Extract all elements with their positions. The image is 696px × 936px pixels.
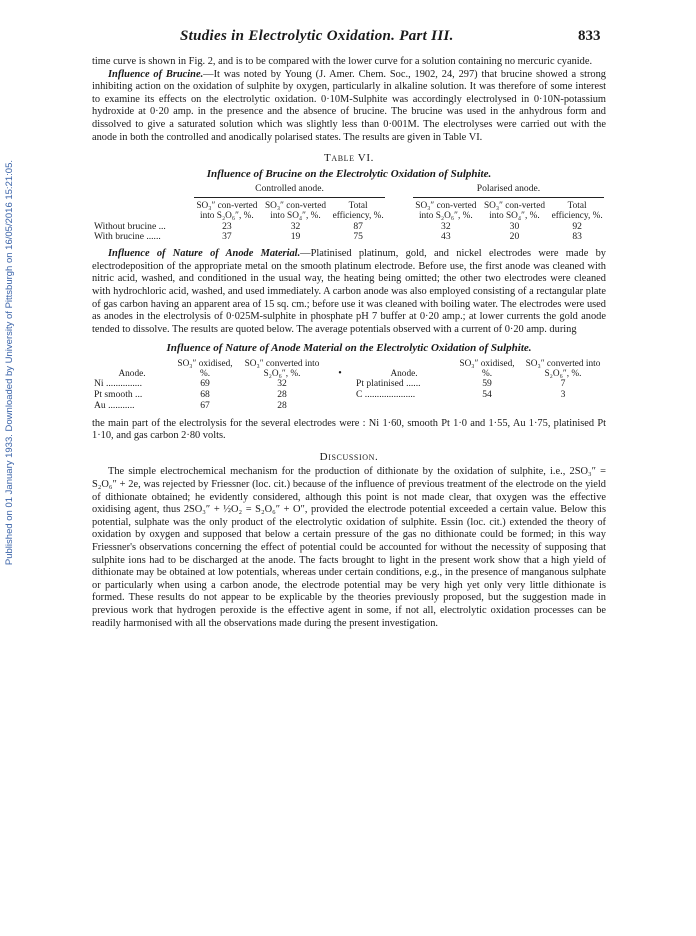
column-header-converted: SO₃″ converted into S₂O₆″, %.: [525, 358, 601, 380]
table-cell: 37: [222, 231, 232, 243]
table-cell: 43: [441, 231, 451, 243]
table-cell: 32: [441, 220, 451, 232]
table-cell: 75: [353, 231, 363, 243]
paragraph-continuation: time curve is shown in Fig. 2, and is to be compared with the lower curve for a solution containing no mercuric cyanide.: [92, 56, 593, 67]
group-header-controlled: Controlled anode.: [255, 183, 324, 195]
table-cell: 68: [200, 389, 210, 401]
download-notice: Published on 01 January 1933. Downloaded by University of Pittsburgh on 16/05/2016 15:21:05.: [4, 160, 15, 566]
table-row: [92, 222, 606, 233]
table-cell: 67: [200, 399, 210, 411]
row-label: Au ...........: [94, 399, 135, 411]
paragraph-potentials: the main part of the electrolysis for the several electrodes were : Ni 1·60, smooth Pt 1·0 and 1·55, Au 1·75, platinised Pt 1·10, and gas carbon 2·80 volts.: [92, 417, 606, 442]
row-label: C .....................: [356, 389, 416, 401]
row-label: With brucine ......: [94, 231, 161, 243]
table-cell: 7: [560, 378, 566, 390]
run-in-heading: Influence of Nature of Anode Material.: [108, 248, 301, 260]
row-label: Without brucine ...: [94, 220, 166, 232]
table-row: [92, 232, 606, 243]
run-in-heading: Influence of Brucine.: [108, 68, 204, 80]
table-cell: 54: [482, 389, 492, 401]
group-header-polarised: Polarised anode.: [476, 183, 541, 195]
table-cell: 69: [200, 378, 210, 390]
table-6-heading: Table VI.: [324, 152, 374, 165]
table-cell: 23: [222, 220, 232, 232]
table-cell: 28: [277, 389, 287, 401]
column-header-anode: Anode.: [118, 369, 146, 380]
discussion-heading: Discussion.: [319, 450, 379, 463]
table-cell: 30: [509, 220, 520, 232]
table-row: [92, 401, 606, 412]
column-header: SO₃″ con-verted into S₂O₆″, %.: [196, 201, 258, 222]
column-header-oxidised: SO₃″ oxidised, %.: [177, 358, 233, 380]
column-header: SO₃″ con-verted into SO₄″, %.: [264, 201, 327, 222]
column-header-anode: Anode.: [390, 369, 418, 380]
table-cell: 32: [277, 378, 287, 390]
article-body: [92, 56, 606, 630]
page-number: 833: [578, 28, 601, 44]
running-head: Studies in Electrolytic Oxidation. Part III.: [180, 28, 454, 44]
table-cell: 32: [290, 220, 301, 232]
row-label: Ni ...............: [94, 378, 142, 390]
column-header: SO₃″ con-verted into S₂O₆″, %.: [415, 201, 477, 222]
row-label: Pt platinised ......: [356, 378, 421, 390]
column-header-oxidised: SO₃″ oxidised, %.: [459, 358, 515, 380]
table-cell: 28: [277, 399, 287, 411]
table-row: [92, 379, 606, 390]
column-header: SO₃″ con-verted into SO₄″, %.: [483, 201, 546, 222]
paragraph-brucine: [92, 69, 606, 145]
table-7: [92, 359, 606, 412]
column-header: Total efficiency, %.: [332, 201, 384, 222]
paragraph-anode-material: [92, 248, 606, 336]
column-header-converted: SO₃″ converted into S₂O₆″, %.: [244, 358, 320, 380]
row-label: Pt smooth ...: [94, 389, 143, 401]
table-cell: 87: [353, 220, 363, 232]
table-7-caption: Influence of Nature of Anode Material on the Electrolytic Oxidation of Sulphite.: [166, 342, 532, 355]
table-6: [92, 184, 606, 243]
paragraph-discussion: The simple electrochemical mechanism for the production of dithionate by the oxidation of sulphite, i.e., 2SO₃″ = S₂O₆″ + 2e, was rejected by Friessner (loc. cit.) because of the influence of previous treatment of the electrode on the yield of dithionate obtained; he evidently considered, although this point is not made clear, that oxygen was the effective oxidising agent, thus 2SO₃″ + ½O₂ = S₂O₆″ + O″, provided the electrode potential exceeded a certain value. Below this potential, sulphate was the only product of the electrolytic oxidation of sulphite. Essin (loc. cit.) extended the theory of oxidation by oxygen and supposed that below a certain pressure of the gas no dithionate could be formed; in this way Friessner's observations concerning the effect of potential could be accounted for without the necessity of supposing that sulphite ions had to be discharged at the anode. The facts brought to light in the present work show that a high yield of dithionate may be obtained at low potentials, whereas under certain conditions, e.g., in the presence of manganous sulphate or particularly when using a carbon anode, the electrode potential may be very high yet only very little dithionate is formed. These results do not appear to be explicable by the theories previously proposed, but the suggestion made in previous work that hydrogen peroxide is the effective agent in some, if not all, electrolytic oxidation processes can be readily harmonised with all the observations made during the present investigation.: [92, 466, 606, 629]
table-6-caption: Influence of Brucine on the Electrolytic Oxidation of Sulphite.: [206, 167, 492, 180]
table-cell: 19: [290, 231, 301, 243]
bullet-mark: •: [338, 367, 342, 379]
table-cell: 20: [509, 231, 520, 243]
table-row: [92, 390, 606, 401]
column-header: Total efficiency, %.: [551, 201, 603, 222]
table-cell: 3: [560, 389, 566, 401]
paragraph-text: —Platinised platinum, gold, and nickel electrodes were made by electrodeposition of the appropriate metal on the smooth platinum electrode. Before use, the first anode was cleaned with nitric acid, washed, and conditioned in the usual way, the heating being omitted; the other two electrodes were cleaned with hydrochloric acid, washed, and used immediately. A carbon anode was also employed consisting of a rectangular plate of gas carbon having an apparent area of 15 sq. cm.; before use it was cleaned with boiling water. The electrodes were used as anodes in the electrolysis of 0·025M-sulphite in phosphate pH 7 buffer at 0·20 amp.; at lower currents the gold anode tended to dissolve. The results are quoted below. The average potentials observed with a current of 0·20 amp. during: [92, 248, 606, 335]
table-cell: 92: [572, 220, 582, 232]
table-cell: 59: [482, 378, 492, 390]
paragraph-text: —It was noted by Young (J. Amer. Chem. Soc., 1902, 24, 297) that brucine showed a strong inhibiting action on the oxidation of sulphite by oxygen, particularly in alkaline solution. It was therefore of some interest to examine its effects on the electrolytic oxidation. 0·10M-Sulphite was accordingly electrolysed in 0·10N-potassium hydroxide at 0·20 amp. in the presence and the absence of brucine. The brucine was used in the anhydrous form and dissolved to give a saturated solution which was slightly less than 0·001M. The electrolyses were carried out with the anode in both the controlled and anodically polarised states. The results are given in Table VI.: [92, 68, 606, 143]
table-cell: 83: [572, 231, 582, 243]
